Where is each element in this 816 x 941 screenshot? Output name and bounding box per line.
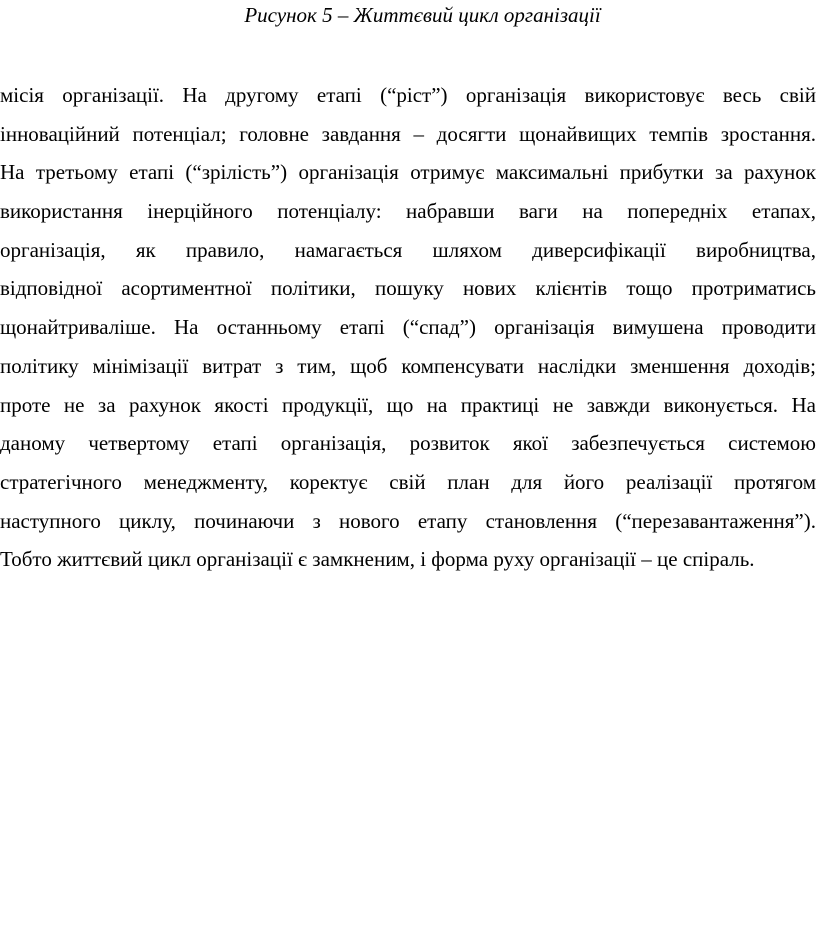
body-paragraph: [0, 76, 816, 579]
paragraph-line-11: стратегічного менеджменту, коректує свій план для його реалізації протягом: [0, 469, 816, 494]
figure-caption: Рисунок 5 – Життєвий цикл організації: [244, 3, 601, 27]
paragraph-line-7: щонайтриваліше. На останньому етапі (“спад”) організація вимушена проводити: [0, 315, 816, 340]
paragraph-line-8: політику мінімізації витрат з тим, щоб компенсувати наслідки зменшення доходів;: [0, 353, 816, 378]
paragraph-line-10: даному четвертому етапі організація, розвиток якої забезпечується системою: [0, 431, 816, 456]
paragraph-line-12: наступного циклу, починаючи з нового етапу становлення (“перезавантаження”).: [0, 508, 816, 533]
paragraph-line-2: інноваційний потенціал; головне завдання – досягти щонайвищих темпів зростання.: [0, 121, 816, 146]
paragraph-line-1: місія організації. На другому етапі (“ріст”) організація використовує весь свій: [0, 83, 816, 107]
paragraph-line-13: Тобто життєвий цикл організації є замкненим, і форма руху організації – це спіраль.: [0, 547, 755, 572]
paragraph-line-9: проте не за рахунок якості продукції, що на практиці не завжди виконується. На: [0, 392, 816, 417]
paragraph-line-4: використання інерційного потенціалу: набравши ваги на попередніх етапах,: [0, 199, 816, 224]
paragraph-line-5: організація, як правило, намагається шляхом диверсифікації виробництва,: [0, 237, 816, 262]
paragraph-line-6: відповідної асортиментної політики, пошуку нових клієнтів тощо протриматись: [0, 276, 816, 301]
paragraph-line-3: На третьому етапі (“зрілість”) організація отримує максимальні прибутки за рахунок: [0, 160, 816, 185]
